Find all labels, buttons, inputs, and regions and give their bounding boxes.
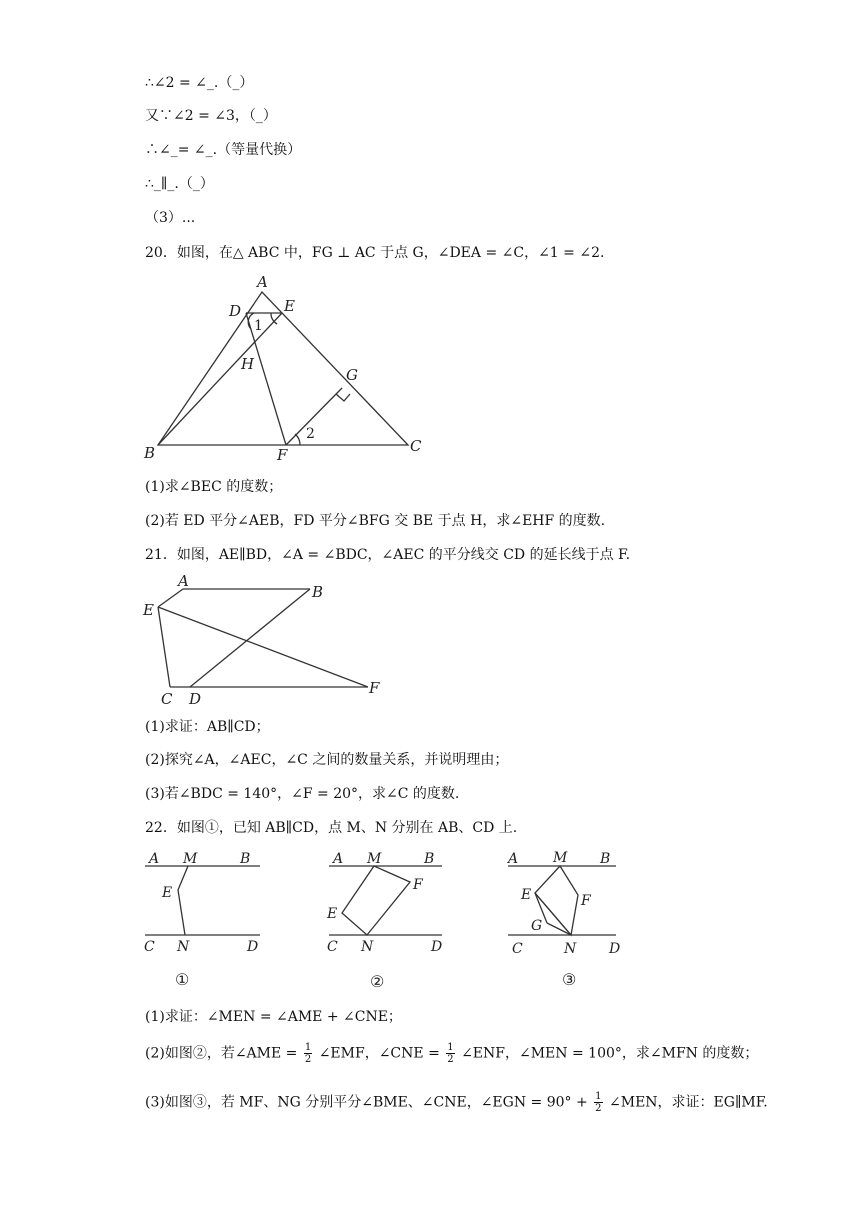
label-f: F — [277, 446, 288, 464]
triangle-abc — [158, 292, 408, 445]
label-b: B — [144, 444, 156, 462]
fraction-half-2 — [446, 1042, 454, 1065]
frac-num: 1 — [595, 1091, 602, 1102]
segment-be — [158, 313, 282, 445]
label-m: M — [183, 851, 198, 867]
label-b: B — [600, 851, 611, 867]
figure-20 — [140, 270, 430, 465]
figure-22-2 — [322, 845, 457, 995]
label-d: D — [189, 690, 202, 708]
label-b: B — [312, 583, 324, 601]
question-21: 21．如图，AE∥BD，∠A = ∠BDC，∠AEC 的平分线交 CD 的延长线于点 F. — [145, 547, 631, 563]
frac-den: 2 — [447, 1054, 454, 1065]
frac-num: 1 — [304, 1042, 312, 1053]
figure-21 — [140, 572, 390, 712]
label-n: N — [177, 939, 190, 955]
label-e: E — [521, 887, 532, 903]
q22-3-text-a: (3)如图③，若 MF、NG 分别平分∠BME、∠CNE，∠EGN = 90° + — [145, 1094, 588, 1111]
q22-2-text-b: ∠EMF，∠CNE = — [318, 1045, 440, 1062]
frac-num: 1 — [447, 1042, 454, 1053]
question-22: 22．如图①，已知 AB∥CD，点 M、N 分别在 AB、CD 上. — [145, 820, 518, 836]
label-e: E — [143, 601, 154, 619]
caption-2: ② — [370, 972, 385, 991]
question-20: 20．如图，在△ ABC 中，FG ⊥ AC 于点 G，∠DEA = ∠C，∠1 = ∠2. — [145, 245, 605, 261]
frac-den: 2 — [304, 1054, 312, 1065]
label-f: F — [369, 679, 380, 697]
segment-ef — [158, 607, 368, 687]
caption-3: ③ — [562, 970, 577, 989]
label-b: B — [240, 851, 251, 867]
label-b: B — [424, 851, 435, 867]
label-a: A — [178, 572, 189, 590]
label-a: A — [149, 851, 160, 867]
segment-ec — [158, 607, 170, 687]
label-f: F — [413, 877, 423, 893]
label-a: A — [257, 273, 268, 291]
proof-line-3: ∴∠_= ∠_.（等量代换） — [145, 142, 302, 158]
segment-bd — [190, 589, 310, 687]
label-c: C — [410, 437, 422, 455]
segment-df — [246, 313, 286, 445]
label-f: F — [581, 893, 591, 909]
fraction-half — [304, 1042, 312, 1065]
q22-2-text-a: (2)如图②，若∠AME = — [145, 1045, 298, 1062]
label-a: A — [333, 851, 344, 867]
proof-line-1: ∴∠2 = ∠_.（_） — [145, 75, 254, 91]
label-e: E — [284, 297, 295, 315]
question-22-part-3 — [145, 1091, 768, 1114]
segment-ea — [158, 589, 183, 607]
q22-3-text-b: ∠MEN，求证：EG∥MF. — [609, 1094, 768, 1111]
fraction-half-3 — [594, 1091, 602, 1114]
figure-22-1 — [140, 845, 275, 995]
question-22-part-2 — [145, 1042, 758, 1065]
label-e: E — [162, 885, 173, 901]
label-2: 2 — [306, 426, 315, 442]
caption-1: ① — [175, 970, 190, 989]
label-m: M — [553, 850, 568, 866]
question-20-part-2: (2)若 ED 平分∠AEB，FD 平分∠BFG 交 BE 于点 H，求∠EHF 的度数. — [145, 513, 606, 529]
question-22-part-1: (1)求证：∠MEN = ∠AME + ∠CNE； — [145, 1009, 402, 1025]
label-c: C — [512, 941, 523, 957]
question-20-part-1: (1)求∠BEC 的度数； — [145, 479, 283, 495]
question-21-part-2: (2)探究∠A，∠AEC，∠C 之间的数量关系，并说明理由； — [145, 752, 509, 768]
q22-2-text-c: ∠ENF，∠MEN = 100°，求∠MFN 的度数； — [461, 1045, 759, 1062]
proof-line-2: 又∵∠2 = ∠3，（_） — [145, 108, 277, 124]
frac-den: 2 — [595, 1103, 602, 1114]
label-d: D — [609, 941, 621, 957]
label-c: C — [161, 690, 173, 708]
label-m: M — [367, 851, 382, 867]
label-1: 1 — [254, 318, 263, 334]
question-21-part-1: (1)求证：AB∥CD； — [145, 719, 270, 735]
label-d: D — [229, 302, 242, 320]
label-a: A — [508, 851, 519, 867]
figure-22-3 — [502, 845, 637, 995]
label-n: N — [361, 939, 374, 955]
proof-line-5: （3）... — [145, 210, 196, 226]
label-n: N — [564, 941, 577, 957]
label-g: G — [531, 918, 543, 934]
label-c: C — [327, 939, 338, 955]
quad-menf — [342, 866, 410, 935]
label-d: D — [247, 939, 259, 955]
label-e: E — [327, 906, 338, 922]
label-h: H — [241, 355, 255, 373]
segment-gn — [547, 923, 571, 935]
question-21-part-3: (3)若∠BDC = 140°，∠F = 20°，求∠C 的度数. — [145, 786, 460, 802]
right-angle-mark — [336, 394, 350, 401]
label-g: G — [346, 366, 358, 384]
proof-line-4: ∴_∥_.（_） — [145, 176, 214, 192]
label-c: C — [144, 939, 155, 955]
label-d: D — [431, 939, 443, 955]
path-men — [178, 866, 188, 935]
